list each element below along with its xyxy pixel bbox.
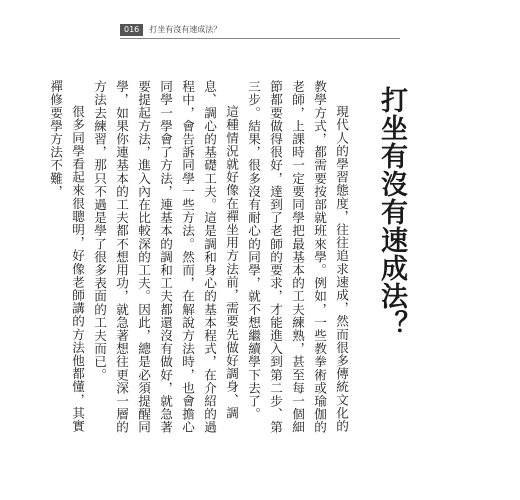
header-rule [120,38,400,39]
running-title: 打坐有沒有速成法？ [149,25,222,34]
running-header [120,22,221,38]
body-text [44,80,408,440]
chapter-title: 打坐有沒有速成法？ [376,86,407,338]
paragraph: 很多同學看起來很聰明，好像老師講的方法他都懂，其實禪修要學方法不難， [48,80,85,433]
paragraph: 現代人的學習態度，往往追求速成，然而很多傳統文化的教學方式，都需要按部就班來學。例如，一些教拳術或瑜伽的老師，上課時一定要同學把最基本的工夫練熟，甚至每一個細節都要做得很好，達到了老師的要求，才能進入到第二步、第三步。結果，很多沒有耐心的同學，就不想繼續學下去了。 [246,80,349,434]
page-number: 016 [120,24,143,36]
paragraph: 這種情況就好像在禪坐用方法前，需要先做好調身、調息、調心的基礎工夫。這是調和身心的基本程式，在介紹的過程中，會告訴同學一些方法。然而，在解說方法時，也會擔心同學一學會了方法，連基本的調和工夫都還沒有做好，就急著要提起方法，進入內在比較深的工夫。因此，總是必須提醒同學，如果你連基本的工夫都不想用功，就急著想往更深一層的方法去練習，那只不過是學了很多表面的工夫而已。 [92,80,239,434]
